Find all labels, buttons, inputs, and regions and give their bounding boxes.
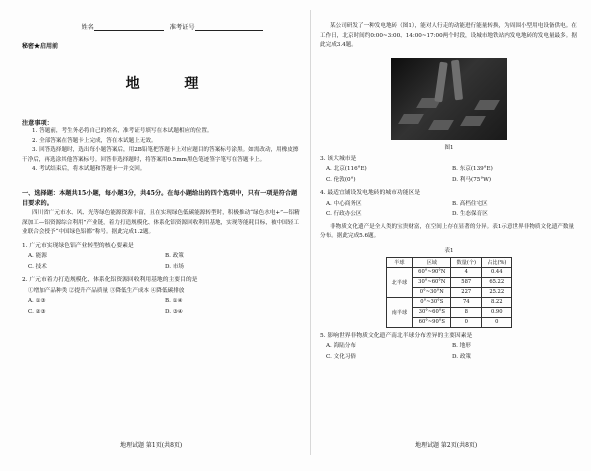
question-3: 3. 该大城市是 <box>320 155 357 162</box>
table-header: 半球 <box>386 257 413 267</box>
option-b: B. 东京(139°E) <box>452 166 493 173</box>
option-b: B. ①④ <box>165 298 183 305</box>
right-page <box>320 22 578 362</box>
exam-title: 地 理 <box>125 76 219 92</box>
table-cell-hemisphere: 北半球 <box>386 267 413 297</box>
option-b: B. 地形 <box>452 343 471 350</box>
ticket-blank <box>195 23 263 31</box>
table-cell: 8.22 <box>482 297 512 307</box>
option-a: A. 海陆分布 <box>326 343 356 350</box>
question-4: 4. 最适宜铺设发电地砖的城市功能区是 <box>320 190 421 197</box>
passage-aluminium: 四川省广元市水、风、光等绿色能源资源丰富，且在实现绿色低碳能源转型时，积极推动“绿色水电+”—铝精深加工—铝资源综合利用”产业链，着力打造规模化、体系化铝资源回收利用基地，实现等能耗目标，被中国轻工业联合会授予“中国绿色铝都”称号。据此完成1.2题。 <box>22 209 300 236</box>
table-cell: 587 <box>451 277 482 287</box>
table-cell: 30°~60°S <box>413 307 451 317</box>
option-a: A. 北京(116°E) <box>326 166 367 173</box>
name-blank <box>94 23 164 31</box>
option-c: C. ②③ <box>28 308 46 315</box>
floor-tile <box>398 114 424 124</box>
left-page <box>22 22 302 317</box>
note-item: 3. 回答选择题时，选出每小题答案后，用2B铅笔把答题卡上对应题目的答案标号涂黑。如需改动，用橡皮擦干净后，再选涂其他答案标号。回答非选择题时，将答案用0.5mm黑色笔迹签字笔写在答题卡上。 <box>22 147 299 163</box>
walker-leg <box>434 61 447 102</box>
table-cell: 0.44 <box>482 267 512 277</box>
ticket-label: 准考证号 <box>169 24 195 31</box>
option-d: D. 政策 <box>452 353 472 360</box>
option-c: C. 文化习俗 <box>326 353 357 360</box>
question-2: 2. 广元市着力打造规模化、体系化铝资源回收利用基地的主要目的是 <box>22 277 198 284</box>
notes-heading: 注意事项： <box>22 120 53 127</box>
candidate-info <box>42 22 302 31</box>
option-a: A. 能源 <box>28 253 47 260</box>
option-d: D. ③④ <box>165 308 183 315</box>
table-cell: 0°~30°S <box>413 297 451 307</box>
option-d: D. 生态保育区 <box>452 211 488 218</box>
name-label: 姓名 <box>81 24 94 31</box>
option-c: C. 行政办公区 <box>326 211 362 218</box>
table-cell: 0.90 <box>482 307 512 317</box>
table-cell: 60°~90°S <box>413 317 451 327</box>
power-tile-photo <box>391 58 507 140</box>
floor-tile <box>428 120 454 130</box>
table-cell: 30°~60°N <box>413 277 451 287</box>
table-row <box>386 297 512 307</box>
question-1-options <box>28 251 302 272</box>
option-c: C. 伦敦(0°) <box>326 176 356 183</box>
table-header-row <box>386 257 512 267</box>
passage-power-tile: 某公司研发了一种发电地砖（图1），能对人行走的动能进行能量转换，为周围小型用电设备供电。在工作日，北京时间约0:00~3:00、14:00~17:00两个时段，设城市地铁站内发电地砖的发电量最多。据此完成3.4题。 <box>320 23 577 49</box>
table-row <box>386 267 512 277</box>
table-cell: 60°~90°N <box>413 267 451 277</box>
option-a: A. ①③ <box>28 298 46 305</box>
option-b: B. 高档住宅区 <box>452 200 488 207</box>
option-a: A. 中心商务区 <box>326 200 362 207</box>
option-b: B. 政策 <box>165 253 184 260</box>
question-4-options <box>326 199 578 220</box>
table-header: 数量(个) <box>451 257 482 267</box>
floor-tile <box>460 116 486 126</box>
table-cell: 25.22 <box>482 287 512 297</box>
table-cell: 0 <box>482 317 512 327</box>
table-caption: 表1 <box>444 247 454 254</box>
question-5-options <box>326 341 578 362</box>
footer-right: 地理试题 第2页(共8页) <box>415 442 478 449</box>
question-2-items: ①增加产品种类 ②提升产品质量 ③降低生产成本 ④降低碳排放 <box>28 287 185 294</box>
question-3-options <box>326 164 578 185</box>
secret-label: 秘密★启用前 <box>22 43 59 50</box>
table-cell: 65.22 <box>482 277 512 287</box>
table-cell: 0 <box>451 317 482 327</box>
passage-heritage: 非物质文化遗产是全人类的宝贵财富，在空间上存在显著的分异。表1示意世界非物质文化遗产数量分布。据此完成5.6题。 <box>320 223 575 240</box>
heritage-table <box>386 257 513 328</box>
table-cell-hemisphere: 南半球 <box>386 297 413 327</box>
page-fold-line <box>310 10 311 455</box>
table-cell: 8 <box>451 307 482 317</box>
table-header: 区域 <box>413 257 451 267</box>
floor-tile <box>474 100 500 110</box>
question-5: 5. 影响世界非物质文化遗产南北半球分布差异的主要因素是 <box>320 332 473 339</box>
option-c: C. 技术 <box>28 263 47 270</box>
option-d: D. 市场 <box>165 263 185 270</box>
question-1: 1. 广元市实现绿色铝产业转型的核心要素是 <box>22 242 134 249</box>
table-cell: 227 <box>451 287 482 297</box>
table-cell: 74 <box>451 297 482 307</box>
figure-caption: 图1 <box>444 144 454 151</box>
note-item: 2. 全部答案在答题卡上完成，答在本试题上无效。 <box>32 137 157 144</box>
section-heading: 一、选择题：本题共15小题，每小题3分，共45分。在每小题给出的四个选项中，只有一项是符合题目要求的。 <box>22 189 298 207</box>
note-item: 1. 答题前，考生务必将自己的姓名，准考证号填写在本试题相应的位置。 <box>32 128 213 134</box>
note-item: 4. 考试结束后，将本试题和答题卡一并交回。 <box>32 166 146 173</box>
walker-leg <box>451 59 463 100</box>
footer-left: 地理试题 第1页(共8页) <box>120 442 183 449</box>
table-cell: 0°~30°N <box>413 287 451 297</box>
table-cell: 4 <box>451 267 482 277</box>
option-d: D. 利马(75°W) <box>452 176 492 183</box>
table-header: 占比(%) <box>482 257 512 267</box>
question-2-options <box>28 296 302 317</box>
